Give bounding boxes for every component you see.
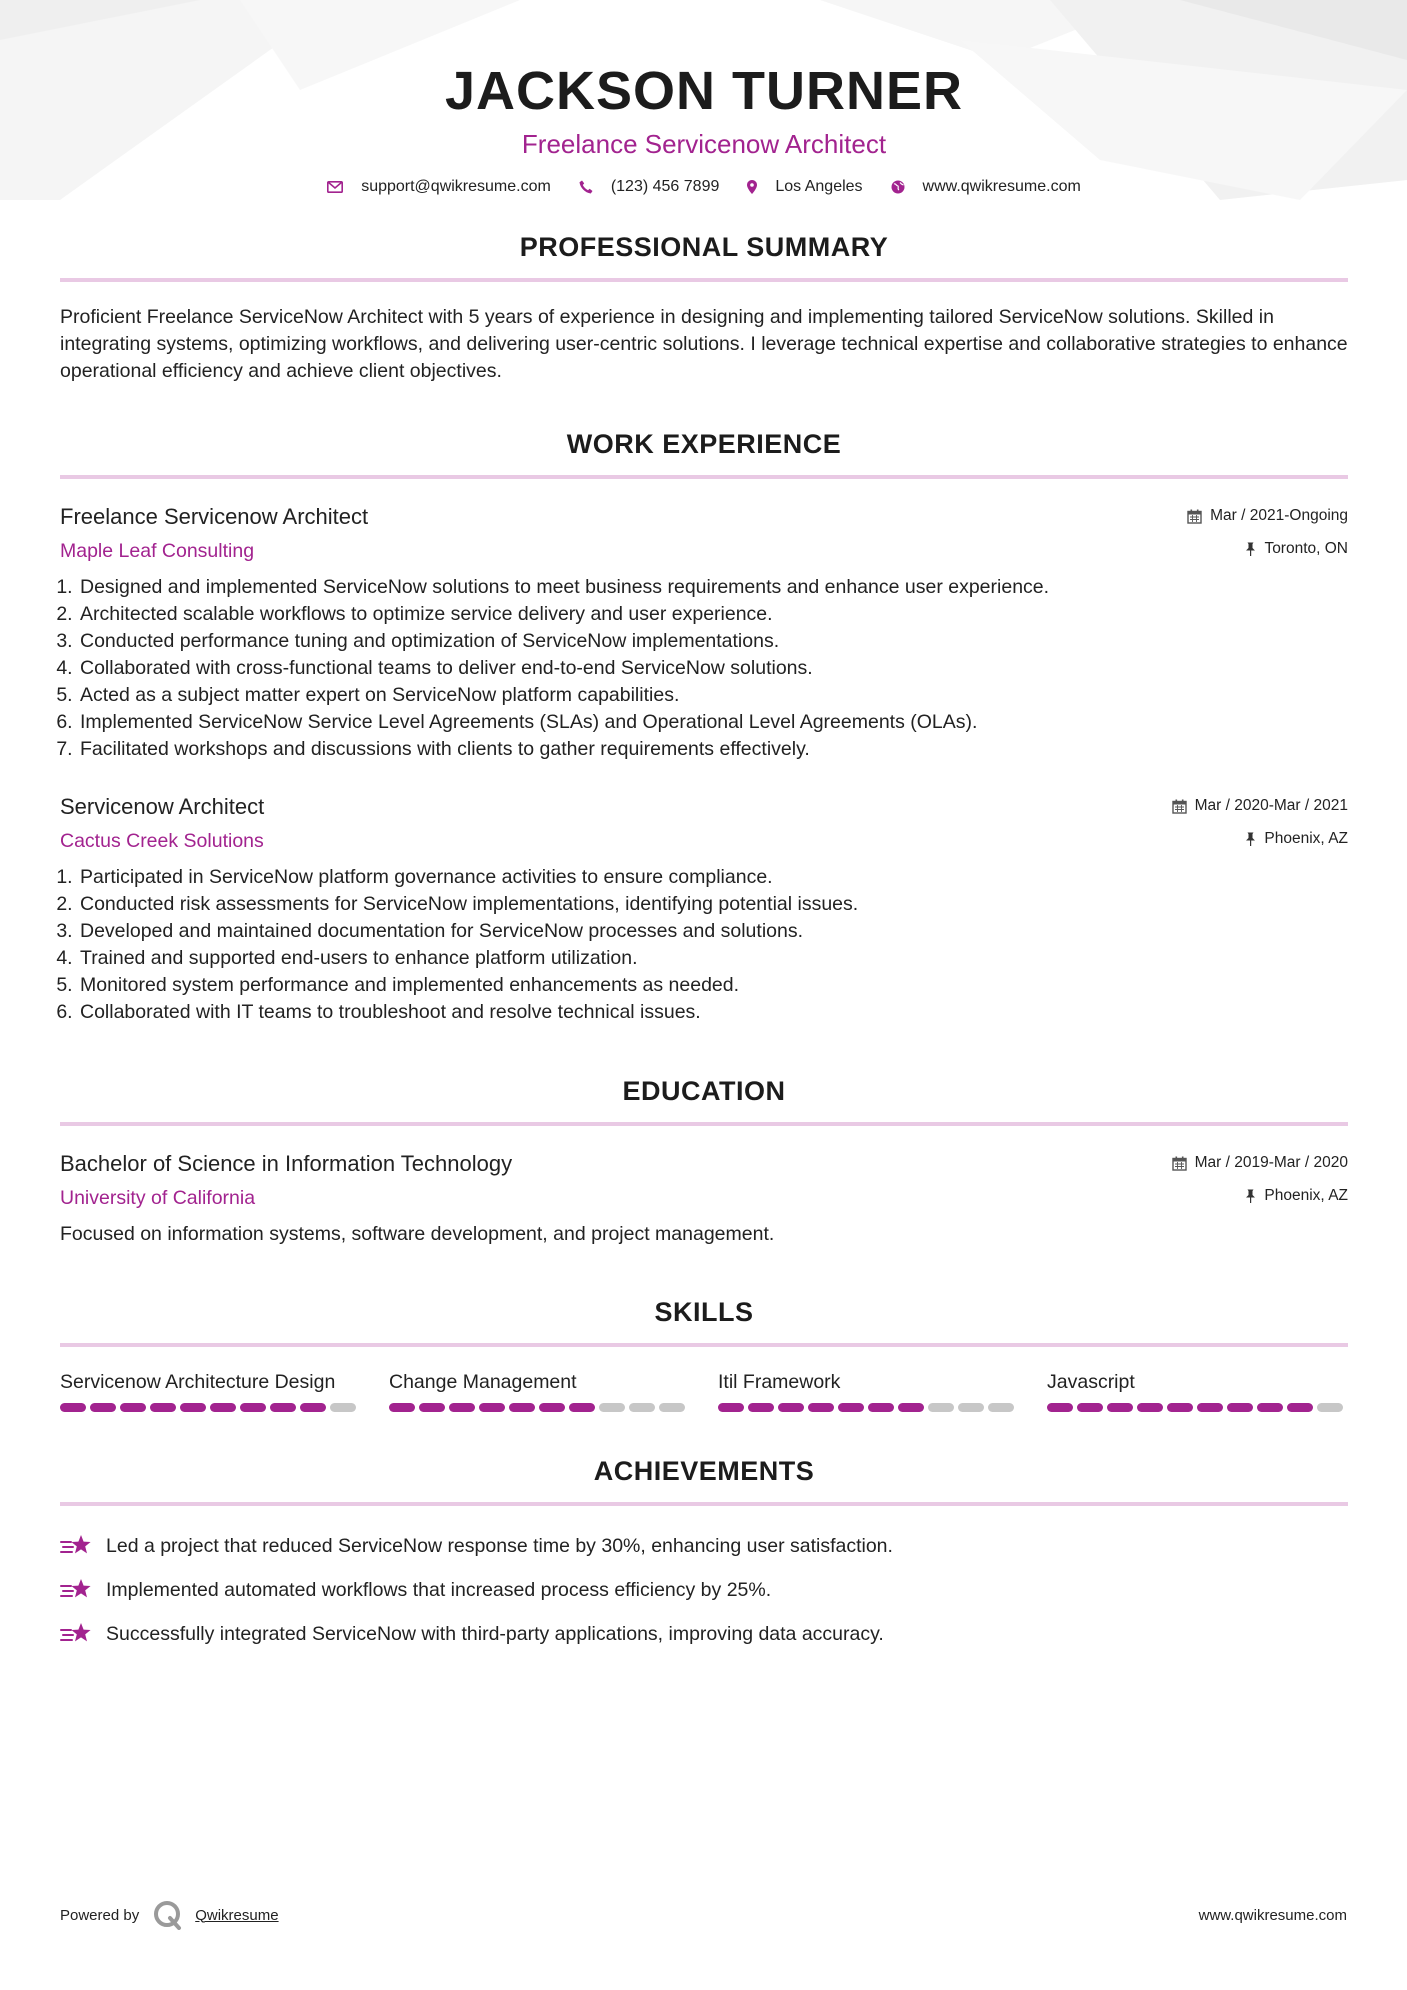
skills-title: SKILLS (654, 1297, 754, 1327)
skill-item (389, 1369, 689, 1412)
education-location-text: Phoenix, AZ (1264, 1187, 1348, 1204)
skill-name: Servicenow Architecture Design (60, 1371, 336, 1393)
education-title: EDUCATION (622, 1076, 786, 1106)
calendar-icon (1172, 1156, 1187, 1171)
job-dates (1187, 503, 1348, 529)
skill-level-segment-empty (599, 1403, 625, 1412)
pushpin-icon (1245, 542, 1256, 556)
job-entry (60, 503, 1348, 763)
calendar-icon (1172, 799, 1187, 814)
section-divider (60, 1343, 1348, 1347)
skill-level-segment-filled (270, 1403, 296, 1412)
duty-item: 4. Trained and supported end-users to enhance platform utilization. (78, 945, 1348, 972)
job-location (1187, 536, 1348, 562)
summary-section (60, 230, 1348, 385)
skill-level-segment-filled (1287, 1403, 1313, 1412)
skill-level-segment-filled (90, 1403, 116, 1412)
achievements-list (60, 1524, 1348, 1656)
contact-email[interactable] (327, 178, 551, 196)
globe-icon (891, 180, 905, 194)
skill-level-segment-filled (1257, 1403, 1283, 1412)
duty-item: 7. Facilitated workshops and discussions with clients to gather requirements effectively. (78, 736, 1348, 763)
skill-level-segment-filled (210, 1403, 236, 1412)
education-meta (1172, 1150, 1348, 1209)
skill-level-segment-filled (300, 1403, 326, 1412)
shooting-star-icon (60, 1621, 94, 1647)
work-experience-title: WORK EXPERIENCE (566, 429, 842, 459)
skill-level-segment-filled (389, 1403, 415, 1412)
footer-website[interactable]: www.qwikresume.com (1198, 1906, 1347, 1924)
skill-level-segment-filled (1047, 1403, 1073, 1412)
skill-item (1047, 1369, 1347, 1412)
skills-section (60, 1295, 1348, 1412)
education-entry (60, 1150, 1348, 1247)
contact-bar (60, 178, 1348, 196)
job-location (1172, 826, 1348, 852)
skill-name: Javascript (1047, 1371, 1135, 1393)
job-duties (60, 864, 1348, 1026)
skill-level-segment-empty (1317, 1403, 1343, 1412)
duty-item: 4. Collaborated with cross-functional teams to deliver end-to-end ServiceNow solutions. (78, 655, 1348, 682)
skill-level-segment-filled (150, 1403, 176, 1412)
skill-level-segment-filled (1077, 1403, 1103, 1412)
skill-level-bar (718, 1403, 1018, 1412)
skill-level-segment-filled (1107, 1403, 1133, 1412)
job-meta (1172, 793, 1348, 852)
shooting-star-icon (60, 1577, 94, 1603)
skill-name: Change Management (389, 1371, 577, 1393)
duty-item: 6. Collaborated with IT teams to troubleshoot and resolve technical issues. (78, 999, 1348, 1026)
skill-level-segment-filled (898, 1403, 924, 1412)
achievement-text: Successfully integrated ServiceNow with third-party applications, improving data accuracy. (106, 1622, 884, 1645)
skill-level-segment-filled (748, 1403, 774, 1412)
job-location-text: Phoenix, AZ (1264, 830, 1348, 847)
section-divider (60, 475, 1348, 479)
skill-level-segment-filled (240, 1403, 266, 1412)
candidate-name: JACKSON TURNER (444, 61, 964, 121)
school: University of California (60, 1187, 256, 1209)
duty-item: 5. Monitored system performance and implemented enhancements as needed. (78, 972, 1348, 999)
skill-name: Itil Framework (718, 1371, 841, 1393)
skill-level-segment-filled (1227, 1403, 1253, 1412)
job-company: Maple Leaf Consulting (60, 540, 255, 562)
pushpin-icon (1245, 832, 1256, 846)
skill-level-segment-filled (868, 1403, 894, 1412)
contact-phone[interactable] (579, 178, 720, 196)
resume-header (60, 0, 1348, 196)
job-entry (60, 793, 1348, 1026)
skill-level-segment-filled (419, 1403, 445, 1412)
duty-item: 1. Designed and implemented ServiceNow solutions to meet business requirements and enhance user experience. (78, 574, 1348, 601)
job-dates-text: Mar / 2020-Mar / 2021 (1194, 797, 1348, 814)
duty-item: 1. Participated in ServiceNow platform governance activities to ensure compliance. (78, 864, 1348, 891)
skill-level-bar (60, 1403, 360, 1412)
qwikresume-link[interactable]: Qwikresume (195, 1906, 279, 1924)
skill-level-segment-filled (778, 1403, 804, 1412)
achievement-text: Led a project that reduced ServiceNow response time by 30%, enhancing user satisfaction. (106, 1534, 893, 1557)
education-location (1172, 1183, 1348, 1209)
work-experience-section (60, 427, 1348, 1026)
skill-level-segment-empty (988, 1403, 1014, 1412)
skill-level-segment-empty (928, 1403, 954, 1412)
duty-item: 6. Implemented ServiceNow Service Level Agreements (SLAs) and Operational Level Agreements (OLAs). (78, 709, 1348, 736)
skill-item (60, 1369, 360, 1412)
contact-location (747, 178, 862, 196)
skill-level-segment-filled (838, 1403, 864, 1412)
powered-by-label: Powered by (60, 1906, 140, 1924)
job-title: Servicenow Architect (60, 794, 265, 819)
duty-item: 2. Architected scalable workflows to optimize service delivery and user experience. (78, 601, 1348, 628)
skill-level-segment-empty (958, 1403, 984, 1412)
duty-item: 2. Conducted risk assessments for ServiceNow implementations, identifying potential issues. (78, 891, 1348, 918)
education-description: Focused on information systems, software development, and project management. (60, 1223, 775, 1245)
map-marker-icon (747, 180, 757, 194)
contact-email-text: support@qwikresume.com (361, 178, 551, 195)
shooting-star-icon (60, 1533, 94, 1559)
job-meta (1187, 503, 1348, 562)
skill-level-segment-empty (659, 1403, 685, 1412)
section-divider (60, 1122, 1348, 1126)
skill-level-segment-empty (629, 1403, 655, 1412)
contact-website[interactable] (891, 178, 1081, 196)
degree: Bachelor of Science in Information Technology (60, 1151, 513, 1176)
education-section (60, 1074, 1348, 1247)
candidate-role: Freelance Servicenow Architect (521, 129, 887, 159)
job-dates-text: Mar / 2021-Ongoing (1210, 507, 1348, 524)
skill-level-segment-filled (180, 1403, 206, 1412)
skill-level-bar (389, 1403, 689, 1412)
skill-level-bar (1047, 1403, 1347, 1412)
skill-level-segment-filled (60, 1403, 86, 1412)
skills-grid (60, 1369, 1348, 1412)
skill-level-segment-filled (1137, 1403, 1163, 1412)
job-dates (1172, 793, 1348, 819)
section-divider (60, 1502, 1348, 1506)
summary-title: PROFESSIONAL SUMMARY (519, 232, 889, 262)
skill-item (718, 1369, 1018, 1412)
contact-location-text: Los Angeles (775, 178, 863, 195)
achievement-text: Implemented automated workflows that increased process efficiency by 25%. (106, 1578, 772, 1601)
skill-level-segment-filled (569, 1403, 595, 1412)
achievements-title: ACHIEVEMENTS (593, 1456, 815, 1486)
footer (60, 1895, 1347, 1935)
qwikresume-logo-icon (153, 1900, 183, 1930)
job-duties (60, 574, 1348, 763)
skill-level-segment-filled (479, 1403, 505, 1412)
education-dates (1172, 1150, 1348, 1176)
calendar-icon (1187, 509, 1202, 524)
skill-level-segment-filled (718, 1403, 744, 1412)
education-dates-text: Mar / 2019-Mar / 2020 (1194, 1154, 1348, 1171)
skill-level-segment-filled (120, 1403, 146, 1412)
duty-item: 3. Developed and maintained documentation for ServiceNow processes and solutions. (78, 918, 1348, 945)
achievement-item (60, 1568, 1348, 1612)
achievement-item (60, 1612, 1348, 1656)
footer-branding (60, 1900, 279, 1930)
job-title: Freelance Servicenow Architect (60, 504, 369, 529)
contact-website-text: www.qwikresume.com (922, 178, 1081, 195)
duty-item: 3. Conducted performance tuning and optimization of ServiceNow implementations. (78, 628, 1348, 655)
resume-page (60, 0, 1348, 1656)
skill-level-segment-filled (1167, 1403, 1193, 1412)
envelope-icon (327, 181, 343, 193)
phone-icon (579, 180, 593, 194)
section-divider (60, 278, 1348, 282)
job-company: Cactus Creek Solutions (60, 830, 264, 852)
duty-item: 5. Acted as a subject matter expert on ServiceNow platform capabilities. (78, 682, 1348, 709)
skill-level-segment-filled (808, 1403, 834, 1412)
skill-level-segment-filled (449, 1403, 475, 1412)
skill-level-segment-filled (1197, 1403, 1223, 1412)
skill-level-segment-filled (509, 1403, 535, 1412)
skill-level-segment-empty (330, 1403, 356, 1412)
job-location-text: Toronto, ON (1264, 540, 1348, 557)
achievements-section (60, 1454, 1348, 1656)
skill-level-segment-filled (539, 1403, 565, 1412)
pushpin-icon (1245, 1189, 1256, 1203)
contact-phone-text: (123) 456 7899 (610, 178, 720, 195)
summary-text: Proficient Freelance ServiceNow Architect with 5 years of experience in designing and implementing tailored ServiceNow solutions. Skilled in integrating systems, optimizing workflows, and delivering user-centric solutions. I leverage technical expertise and collaborative strategies to enhance operational efficiency and achieve client objectives. (60, 306, 1348, 382)
achievement-item (60, 1524, 1348, 1568)
